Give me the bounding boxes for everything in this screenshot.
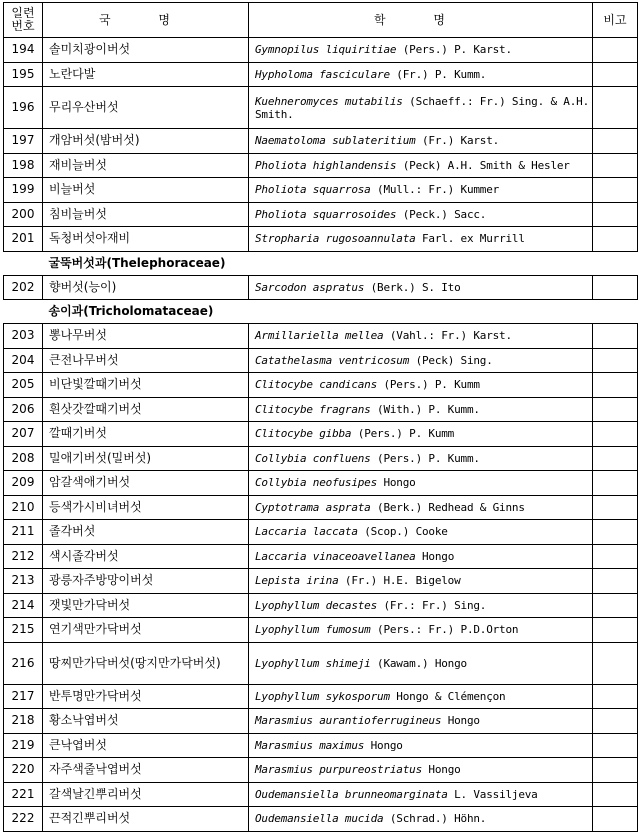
author-citation: (Vahl.: Fr.) Karst. [383, 329, 512, 343]
korean-name: 독청버섯아재비 [43, 227, 249, 252]
table-row [4, 569, 638, 594]
table-row [4, 446, 638, 471]
serial-number: 213 [4, 569, 43, 594]
scientific-name [249, 348, 593, 373]
scientific-name [249, 202, 593, 227]
binomial: Stropharia rugosoannulata [255, 232, 416, 246]
korean-name: 비늘버섯 [43, 178, 249, 203]
family-heading-row [4, 251, 638, 275]
binomial: Sarcodon aspratus [255, 280, 365, 294]
remarks-cell [593, 422, 638, 447]
scientific-name [249, 593, 593, 618]
author-citation: (Berk.) Redhead & Ginns [370, 500, 525, 514]
serial-number: 197 [4, 129, 43, 154]
serial-number: 212 [4, 544, 43, 569]
scientific-name [249, 62, 593, 87]
header-row [4, 3, 638, 38]
remarks-cell [593, 397, 638, 422]
korean-name: 등색가시비녀버섯 [43, 495, 249, 520]
author-citation: Hongo [377, 476, 416, 490]
scientific-name [249, 87, 593, 129]
remarks-cell [593, 348, 638, 373]
family-name: 송이과(Tricholomataceae) [48, 304, 214, 318]
remarks-cell [593, 807, 638, 832]
korean-name: 반투명만가닥버섯 [43, 684, 249, 709]
binomial: Marasmius maximus [255, 738, 365, 752]
scientific-name [249, 807, 593, 832]
binomial: Lyophyllum decastes [255, 598, 378, 612]
table-row [4, 178, 638, 203]
author-citation: (Scop.) Cooke [357, 525, 448, 539]
serial-number: 216 [4, 642, 43, 684]
korean-name: 재비늘버섯 [43, 153, 249, 178]
korean-name: 비단빛깔때기버섯 [43, 373, 249, 398]
table-row [4, 227, 638, 252]
korean-name: 졸각버섯 [43, 520, 249, 545]
scientific-name [249, 758, 593, 783]
remarks-cell [593, 684, 638, 709]
binomial: Lepista irina [255, 574, 339, 588]
serial-number: 210 [4, 495, 43, 520]
binomial: Hypholoma fasciculare [255, 67, 390, 81]
scientific-name [249, 422, 593, 447]
binomial: Lyophyllum sykosporum [255, 689, 390, 703]
author-citation: (Peck) Sing. [409, 353, 493, 367]
author-citation: Farl. ex Murrill [415, 232, 525, 246]
binomial: Armillariella mellea [255, 329, 384, 343]
serial-number: 207 [4, 422, 43, 447]
korean-name: 땅찌만가닥버섯(땅지만가닥버섯) [43, 642, 249, 684]
korean-name: 갈색날긴뿌리버섯 [43, 782, 249, 807]
remarks-cell [593, 544, 638, 569]
serial-number: 219 [4, 733, 43, 758]
binomial: Pholiota highlandensis [255, 158, 397, 172]
table-row [4, 782, 638, 807]
binomial: Laccaria laccata [255, 525, 358, 539]
binomial: Collybia confluens [255, 451, 371, 465]
table-row [4, 62, 638, 87]
remarks-cell [593, 471, 638, 496]
serial-number: 211 [4, 520, 43, 545]
serial-number: 204 [4, 348, 43, 373]
korean-name: 깔때기버섯 [43, 422, 249, 447]
table-row [4, 87, 638, 129]
scientific-name [249, 709, 593, 734]
remarks-cell [593, 227, 638, 252]
binomial: Marasmius aurantioferrugineus [255, 714, 442, 728]
table-row [4, 618, 638, 643]
serial-number: 205 [4, 373, 43, 398]
korean-name: 뽕나무버섯 [43, 324, 249, 349]
author-citation: (Pers.) P. Karst. [396, 43, 512, 57]
table-row [4, 129, 638, 154]
remarks-cell [593, 38, 638, 63]
author-citation: (Pers.) P. Kumm. [370, 451, 480, 465]
remarks-cell [593, 178, 638, 203]
header-korean-name: 국 명 [43, 3, 249, 38]
scientific-name [249, 275, 593, 300]
korean-name: 향버섯(능이) [43, 275, 249, 300]
remarks-cell [593, 373, 638, 398]
binomial: Clitocybe candicans [255, 378, 378, 392]
table-row [4, 324, 638, 349]
korean-name: 잿빛만가닥버섯 [43, 593, 249, 618]
korean-name: 끈적긴뿌리버섯 [43, 807, 249, 832]
table-row [4, 544, 638, 569]
serial-number: 209 [4, 471, 43, 496]
serial-number: 218 [4, 709, 43, 734]
table-row [4, 275, 638, 300]
author-citation: (With.) P. Kumm. [370, 402, 480, 416]
remarks-cell [593, 129, 638, 154]
scientific-name [249, 38, 593, 63]
remarks-cell [593, 709, 638, 734]
remarks-cell [593, 446, 638, 471]
table-row [4, 495, 638, 520]
binomial: Kuehneromyces mutabilis [255, 94, 403, 108]
table-row [4, 684, 638, 709]
serial-number: 208 [4, 446, 43, 471]
table-row [4, 807, 638, 832]
table-row [4, 520, 638, 545]
author-citation: Hongo [441, 714, 480, 728]
binomial: Pholiota squarrosoides [255, 207, 397, 221]
family-heading-row [4, 300, 638, 324]
remarks-cell [593, 733, 638, 758]
author-citation: (Schrad.) Höhn. [383, 812, 487, 826]
author-citation: (Fr.) P. Kumm. [389, 67, 487, 81]
scientific-name [249, 618, 593, 643]
binomial: Clitocybe fragrans [255, 402, 371, 416]
author-citation: Hongo [364, 738, 403, 752]
family-spacer [4, 251, 43, 275]
remarks-cell [593, 202, 638, 227]
author-citation: (Fr.) Karst. [415, 134, 500, 148]
korean-name: 큰낙엽버섯 [43, 733, 249, 758]
table-row [4, 397, 638, 422]
korean-name: 자주색줄낙엽버섯 [43, 758, 249, 783]
scientific-name [249, 544, 593, 569]
serial-number: 220 [4, 758, 43, 783]
scientific-name [249, 684, 593, 709]
scientific-name [249, 153, 593, 178]
korean-name: 흰삿갓깔때기버섯 [43, 397, 249, 422]
scientific-name [249, 397, 593, 422]
table-row [4, 709, 638, 734]
serial-number: 215 [4, 618, 43, 643]
remarks-cell [593, 618, 638, 643]
author-citation: (Fr.: Fr.) Sing. [377, 598, 487, 612]
author-citation: (Kawam.) Hongo [370, 656, 467, 670]
korean-name: 밀애기버섯(밀버섯) [43, 446, 249, 471]
table-row [4, 153, 638, 178]
author-citation: (Schaeff.: Fr.) Sing. & A.H. Smith. [255, 94, 589, 121]
binomial: Marasmius purpureostriatus [255, 763, 422, 777]
binomial: Lyophyllum fumosum [255, 623, 371, 637]
korean-name: 연기색만가닥버섯 [43, 618, 249, 643]
table-row [4, 593, 638, 618]
scientific-name [249, 495, 593, 520]
table-row [4, 38, 638, 63]
scientific-name [249, 373, 593, 398]
table-row [4, 422, 638, 447]
serial-number: 196 [4, 87, 43, 129]
table-row [4, 373, 638, 398]
remarks-cell [593, 593, 638, 618]
binomial: Laccaria vinaceoavellanea [255, 549, 416, 563]
korean-name: 솔미치광이버섯 [43, 38, 249, 63]
serial-number: 222 [4, 807, 43, 832]
serial-number: 201 [4, 227, 43, 252]
author-citation: (Pers.) P. Kumm [351, 427, 455, 441]
scientific-name [249, 129, 593, 154]
table-row [4, 202, 638, 227]
scientific-name [249, 178, 593, 203]
korean-name: 침비늘버섯 [43, 202, 249, 227]
author-citation: (Mull.: Fr.) Kummer [370, 183, 500, 197]
serial-number: 206 [4, 397, 43, 422]
remarks-cell [593, 87, 638, 129]
scientific-name [249, 520, 593, 545]
table-row [4, 642, 638, 684]
author-citation: (Pers.: Fr.) P.D.Orton [370, 623, 519, 637]
species-table [3, 2, 638, 832]
scientific-name [249, 782, 593, 807]
scientific-name [249, 446, 593, 471]
table-body [4, 38, 638, 832]
author-citation: (Peck.) Sacc. [396, 207, 487, 221]
author-citation: (Peck) A.H. Smith & Hesler [396, 158, 570, 172]
serial-number: 199 [4, 178, 43, 203]
header-scientific-name: 학 명 [249, 3, 593, 38]
korean-name: 암갈색애기버섯 [43, 471, 249, 496]
author-citation: L. Vassiljeva [447, 787, 538, 801]
remarks-cell [593, 324, 638, 349]
author-citation: (Fr.) H.E. Bigelow [338, 574, 461, 588]
serial-number: 195 [4, 62, 43, 87]
binomial: Collybia neofusipes [255, 476, 378, 490]
remarks-cell [593, 758, 638, 783]
table-row [4, 758, 638, 783]
korean-name: 광릉자주방망이버섯 [43, 569, 249, 594]
korean-name: 황소낙엽버섯 [43, 709, 249, 734]
header-remarks: 비고 [593, 3, 638, 38]
author-citation: (Berk.) S. Ito [364, 280, 461, 294]
author-citation: Hongo & Clémençon [389, 689, 506, 703]
table-row [4, 348, 638, 373]
binomial: Oudemansiella mucida [255, 812, 384, 826]
binomial: Lyophyllum shimeji [255, 656, 371, 670]
remarks-cell [593, 642, 638, 684]
author-citation: Hongo [422, 763, 461, 777]
remarks-cell [593, 495, 638, 520]
binomial: Clitocybe gibba [255, 427, 352, 441]
author-citation: (Pers.) P. Kumm [377, 378, 480, 392]
scientific-name [249, 642, 593, 684]
binomial: Oudemansiella brunneomarginata [255, 787, 448, 801]
binomial: Naematoloma sublateritium [255, 134, 416, 148]
remarks-cell [593, 569, 638, 594]
table-row [4, 733, 638, 758]
binomial: Catathelasma ventricosum [255, 353, 410, 367]
serial-number: 217 [4, 684, 43, 709]
korean-name: 큰전나무버섯 [43, 348, 249, 373]
korean-name: 노란다발 [43, 62, 249, 87]
remarks-cell [593, 275, 638, 300]
scientific-name [249, 227, 593, 252]
author-citation: Hongo [415, 549, 455, 563]
table-row [4, 471, 638, 496]
family-spacer [4, 300, 43, 324]
serial-number: 214 [4, 593, 43, 618]
scientific-name [249, 733, 593, 758]
header-serial-number: 일련 번호 [4, 3, 43, 38]
korean-name: 개암버섯(밤버섯) [43, 129, 249, 154]
serial-number: 194 [4, 38, 43, 63]
remarks-cell [593, 520, 638, 545]
remarks-cell [593, 62, 638, 87]
family-name: 굴뚝버섯과(Thelephoraceae) [48, 255, 226, 270]
scientific-name [249, 569, 593, 594]
serial-number: 203 [4, 324, 43, 349]
binomial: Pholiota squarrosa [255, 183, 371, 197]
remarks-cell [593, 153, 638, 178]
binomial: Gymnopilus liquiritiae [255, 43, 397, 57]
scientific-name [249, 471, 593, 496]
scientific-name [249, 324, 593, 349]
korean-name: 색시졸각버섯 [43, 544, 249, 569]
remarks-cell [593, 782, 638, 807]
serial-number: 198 [4, 153, 43, 178]
korean-name: 무리우산버섯 [43, 87, 249, 129]
serial-number: 200 [4, 202, 43, 227]
binomial: Cyptotrama asprata [255, 500, 371, 514]
serial-number: 221 [4, 782, 43, 807]
serial-number: 202 [4, 275, 43, 300]
